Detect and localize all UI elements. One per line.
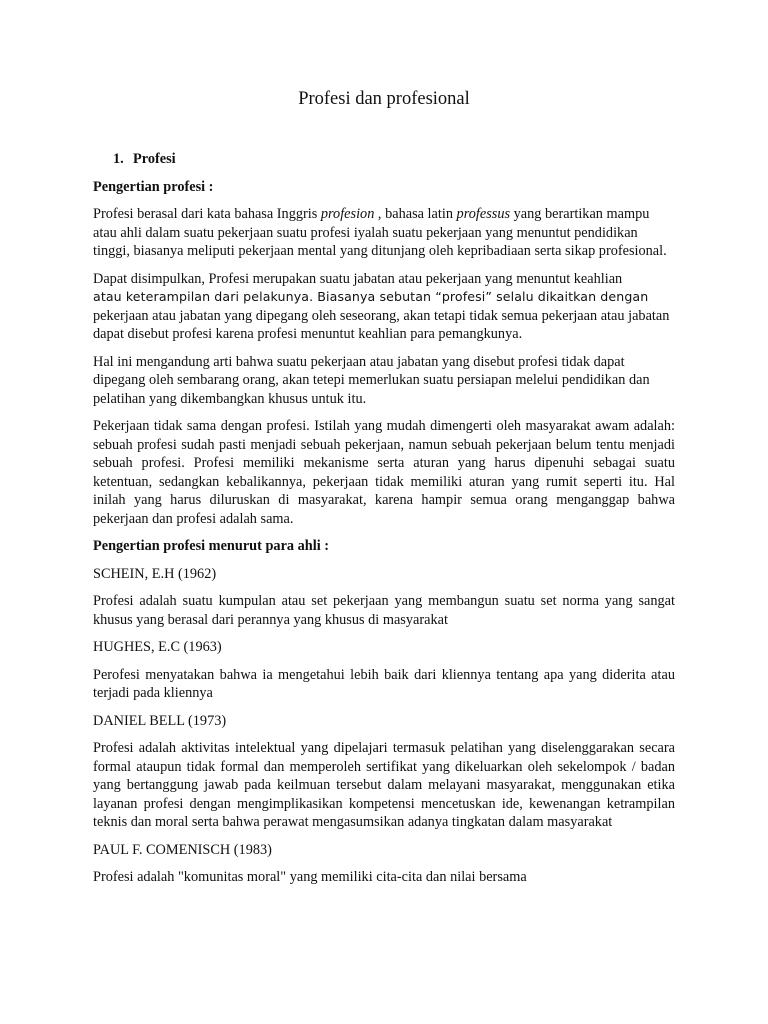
expert-name: PAUL F. COMENISCH (1983)	[93, 841, 272, 858]
section-number: 1.	[113, 151, 124, 167]
expert-definition: Profesi adalah suatu kumpulan atau set pekerjaan yang membangun suatu set norma yang sangat khusus yang berasal dari perannya yang khusus di masyarakat	[93, 593, 675, 628]
expert-name: SCHEIN, E.H (1962)	[93, 565, 217, 582]
paragraph-work-vs-profession: Pekerjaan tidak sama dengan profesi. Istilah yang mudah dimengerti oleh masyarakat awam adalah: sebuah profesi sudah pasti menjadi sebuah pekerjaan, namun sebuah pekerjaan belum tentu menjadi sebuah profesi. Profesi memiliki mekanisme serta aturan yang harus dipenuhi sebagai suatu ketentuan, sedangkan kebalikannya, pekerjaan tidak memiliki aturan yang rumit seperti itu. Hal inilah yang harus diluruskan di masyarakat, karena hampir semua orang menganggap bahwa pekerjaan dan profesi adalah sama.	[93, 418, 675, 527]
expert-definition: Perofesi menyatakan bahwa ia mengetahui lebih baik dari kliennya tentang apa yang diderita atau terjadi pada kliennya	[93, 666, 675, 701]
term-professus: professus	[456, 206, 511, 222]
subheading-experts: Pengertian profesi menurut para ahli :	[93, 538, 330, 554]
paragraph-conclusion: Dapat disimpulkan, Profesi merupakan suatu jabatan atau pekerjaan yang menuntut keahlian atau keterampilan dari pelakunya. Biasanya sebutan “profesi” selalu dikaitkan dengan pekerjaan atau jabatan yang dipegang oleh seseorang, akan tetapi tidak semua pekerjaan atau jabatan dapat disebut profesi karena profesi menuntut keahlian para pemangkunya.	[93, 270, 670, 342]
term-profesion: profesion	[320, 206, 375, 222]
section-label: Profesi	[133, 151, 176, 167]
section-heading	[113, 150, 675, 169]
expert-name: HUGHES, E.C (1963)	[93, 639, 222, 655]
expert-name: DANIEL BELL (1973)	[93, 712, 227, 729]
expert-definition: Profesi adalah aktivitas intelektual yang dipelajari termasuk pelatihan yang diselenggarakan secara formal ataupun tidak formal dan memperoleh sertifikat yang dikeluarkan oleh sekelompok / badan yang bertanggung jawab pada keilmuan tersebut dalam melayani masyarakat, menggunakan etika layanan profesi dengan mengimplikasikan kompetensi mencetuskan ide, kewenangan ketrampilan teknis dan moral serta bahwa perawat mengasumsikan adanya tingkatan dalam masyarakat	[93, 740, 675, 830]
paragraph-definition: Profesi berasal dari kata bahasa Inggris profesion , bahasa latin professus yang berartikan mampu atau ahli dalam suatu pekerjaan suatu profesi iyalah suatu pekerjaan yang menuntut pendidikan tinggi, biasanya meliputi pekerjaan mental yang ditunjang oleh kepribadiaan serta sikap profesional.	[93, 206, 667, 259]
expert-definition: Profesi adalah "komunitas moral" yang memiliki cita-cita dan nilai bersama	[93, 869, 527, 885]
document-title: Profesi dan profesional	[298, 89, 470, 109]
paragraph-conclusion-line2: atau keterampilan dari pelakunya. Biasanya sebutan “profesi” selalu dikaitkan dengan	[93, 289, 649, 304]
subheading-pengertian: Pengertian profesi :	[93, 178, 214, 195]
paragraph-meaning: Hal ini mengandung arti bahwa suatu pekerjaan atau jabatan yang disebut profesi tidak dapat dipegang oleh sembarang orang, akan tetepi memerlukan suatu persiapan melelui pendidikan dan pelatihan yang dikembangkan khusus untuk itu.	[93, 353, 650, 407]
